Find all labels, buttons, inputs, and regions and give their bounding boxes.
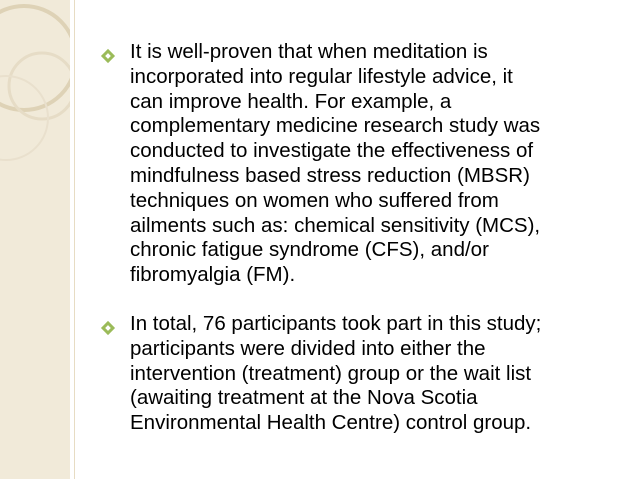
text-line: (awaiting treatment at the Nova Scotia xyxy=(130,386,478,410)
bullet-text-1 xyxy=(130,40,628,288)
text-line: It is well-proven that when meditation is xyxy=(130,40,488,63)
slide-body xyxy=(103,40,628,436)
text-line: mindfulness based stress reduction (MBSR) xyxy=(130,163,530,187)
diamond-bullet-icon xyxy=(101,49,115,63)
text-line: conducted to investigate the effectiveness of xyxy=(130,139,534,163)
side-band-divider xyxy=(74,0,75,479)
text-line: incorporated into regular lifestyle advice, it xyxy=(130,64,513,88)
text-line: Environmental Health Centre) control group. xyxy=(130,411,532,435)
text-line: complementary medicine research study was xyxy=(130,114,541,138)
text-line: fibromyalgia (FM). xyxy=(130,263,296,287)
bullet-item-2 xyxy=(103,312,628,436)
bullet-text-2 xyxy=(130,312,628,436)
text-line: participants were divided into either the xyxy=(130,336,486,360)
text-line: ailments such as: chemical sensitivity (MCS), xyxy=(130,213,541,237)
text-line: chronic fatigue syndrome (CFS), and/or xyxy=(130,238,489,262)
text-line: techniques on women who suffered from xyxy=(130,188,499,212)
diamond-bullet-icon xyxy=(101,321,115,335)
text-line: intervention (treatment) group or the wait list xyxy=(130,361,532,385)
text-line: can improve health. For example, a xyxy=(130,89,452,113)
bullet-item-1 xyxy=(103,40,628,288)
text-line: In total, 76 participants took part in this study; xyxy=(130,311,542,335)
decorative-rings-graphic xyxy=(0,0,70,479)
decorative-side-band xyxy=(0,0,70,479)
